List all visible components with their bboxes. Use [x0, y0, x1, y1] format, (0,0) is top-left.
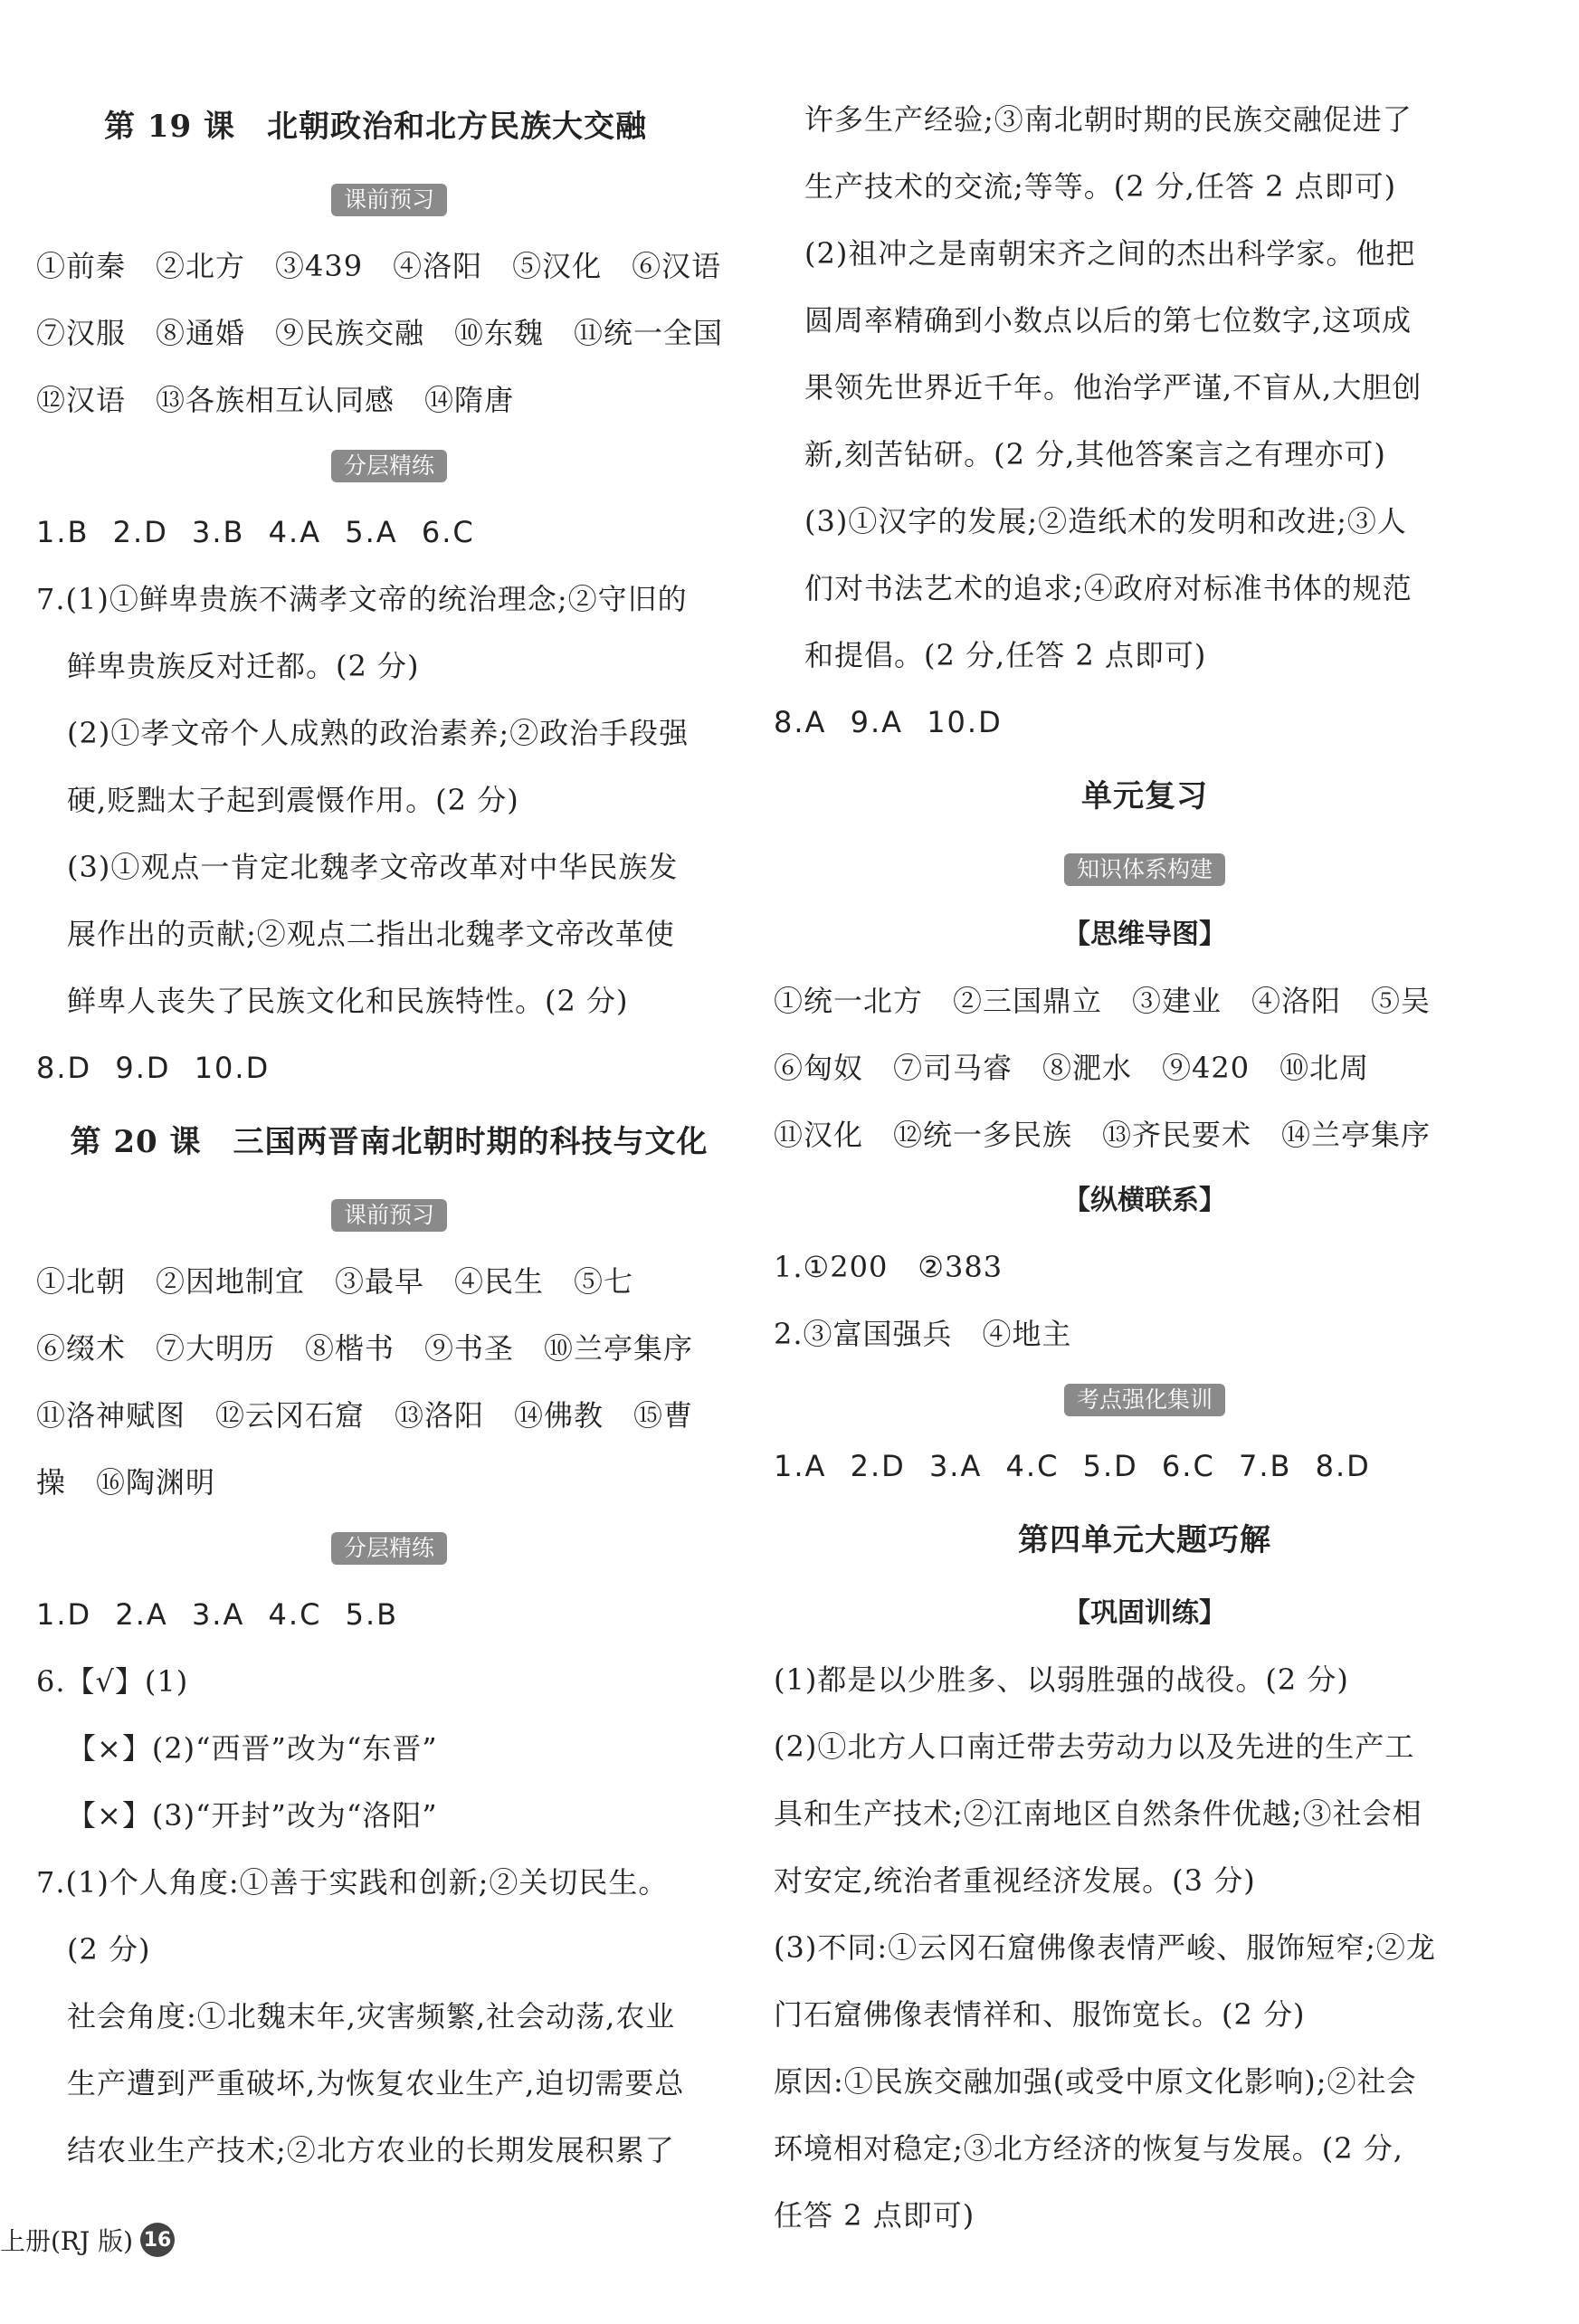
answer-line: 圆周率精确到小数点以后的第七位数字,这项成 [804, 303, 1413, 338]
answer-line: 2.③富国强兵 ④地主 [774, 1317, 1072, 1351]
answer-line: (2 分) [67, 1932, 151, 1967]
answer-line: ①北朝 ②因地制宜 ③最早 ④民生 ⑤七 [36, 1264, 634, 1299]
answer-line: 环境相对稳定;③北方经济的恢复与发展。(2 分, [774, 2131, 1403, 2166]
mindmap-title: 【思维导图】 [1063, 919, 1226, 950]
answer-line: 【×】(2)“西晋”改为“东晋” [67, 1731, 438, 1766]
lesson-20-title: 第 20 课 三国两晋南北朝时期的科技与文化 [70, 1124, 709, 1160]
section-badge-knowledge: 知识体系构建 [1064, 853, 1225, 886]
answer-line: 社会角度:①北魏末年,灾害频繁,社会动荡,农业 [67, 1999, 676, 2034]
answer-line: 【×】(3)“开封”改为“洛阳” [67, 1798, 438, 1833]
answer-line: 1.①200 ②383 [774, 1250, 1004, 1284]
badge-row [36, 1183, 742, 1248]
answer-line: 和提倡。(2 分,任答 2 点即可) [804, 638, 1207, 672]
answer-line: 硬,贬黜太子起到震慑作用。(2 分) [67, 783, 519, 817]
links-title: 【纵横联系】 [1063, 1185, 1226, 1216]
answer-line: 7.(1)个人角度:①善于实践和创新;②关切民生。 [36, 1865, 669, 1900]
choice-answers: 8.D 9.D 10.D [36, 1051, 271, 1085]
badge-row [36, 1516, 742, 1581]
answer-line: 对安定,统治者重视经济发展。(3 分) [774, 1863, 1256, 1898]
answer-line: (2)①孝文帝个人成熟的政治素养;②政治手段强 [67, 716, 690, 750]
badge-row [774, 1367, 1516, 1433]
section-badge-exam: 考点强化集训 [1064, 1384, 1225, 1416]
badge-row [36, 433, 742, 499]
page-number-badge: 16 [140, 2223, 175, 2257]
badge-row [774, 837, 1516, 902]
answer-line: (2)祖冲之是南朝宋齐之间的杰出科学家。他把 [804, 236, 1416, 271]
answer-line: 们对书法艺术的追求;④政府对标准书体的规范 [804, 571, 1413, 605]
footer-text: 上册(RJ 版) [0, 2226, 134, 2256]
unit-review-title: 单元复习 [1081, 778, 1208, 814]
answer-line: 7.(1)①鲜卑贵族不满孝文帝的统治理念;②守旧的 [36, 582, 688, 616]
answer-line: 原因:①民族交融加强(或受中原文化影响);②社会 [774, 2064, 1417, 2099]
choice-answers: 8.A 9.A 10.D [774, 705, 1003, 739]
answer-line: 结农业生产技术;②北方农业的长期发展积累了 [67, 2133, 675, 2167]
section-badge-preview: 课前预习 [331, 184, 447, 216]
answer-line: ⑦汉服 ⑧通婚 ⑨民族交融 ⑩东魏 ⑪统一全国 [36, 316, 724, 350]
answer-line: 鲜卑贵族反对迁都。(2 分) [67, 649, 420, 683]
consolidate-title: 【巩固训练】 [1063, 1597, 1226, 1629]
choice-answers: 1.B 2.D 3.B 4.A 5.A 6.C [36, 515, 475, 549]
answer-line: 操 ⑯陶渊明 [36, 1465, 216, 1500]
lesson-19-title: 第 19 课 北朝政治和北方民族大交融 [104, 109, 647, 145]
choice-answers: 1.D 2.A 3.A 4.C 5.B [36, 1597, 399, 1632]
answer-line: 许多生产经验;③南北朝时期的民族交融促进了 [804, 102, 1413, 137]
answer-line: ①前秦 ②北方 ③439 ④洛阳 ⑤汉化 ⑥汉语 [36, 249, 722, 283]
choice-answers: 1.A 2.D 3.A 4.C 5.D 6.C 7.B 8.D [774, 1449, 1371, 1483]
page-footer [0, 2217, 175, 2262]
answer-line: 生产遭到严重破坏,为恢复农业生产,迫切需要总 [67, 2066, 685, 2100]
answer-line: 具和生产技术;②江南地区自然条件优越;③社会相 [774, 1796, 1422, 1831]
left-column [36, 86, 742, 2184]
answer-line: ⑪洛神赋图 ⑫云冈石窟 ⑬洛阳 ⑭佛教 ⑮曹 [36, 1398, 694, 1433]
section-badge-practice: 分层精练 [331, 450, 447, 482]
unit4-title: 第四单元大题巧解 [1018, 1522, 1271, 1558]
answer-line: (1)都是以少胜多、以弱胜强的战役。(2 分) [774, 1662, 1349, 1697]
answer-line: 任答 2 点即可) [774, 2198, 975, 2233]
section-badge-preview: 课前预习 [331, 1199, 447, 1232]
answer-line: (3)①汉字的发展;②造纸术的发明和改进;③人 [804, 504, 1407, 538]
answer-line: 6.【√】(1) [36, 1664, 189, 1699]
right-column [774, 86, 1516, 2249]
answer-line: 展作出的贡献;②观点二指出北魏孝文帝改革使 [67, 917, 675, 951]
answer-line: (3)①观点一肯定北魏孝文帝改革对中华民族发 [67, 850, 679, 884]
answer-line: 鲜卑人丧失了民族文化和民族特性。(2 分) [67, 984, 629, 1018]
answer-line: ⑥匈奴 ⑦司马睿 ⑧淝水 ⑨420 ⑩北周 [774, 1051, 1370, 1085]
answer-line: ⑪汉化 ⑫统一多民族 ⑬齐民要术 ⑭兰亭集序 [774, 1118, 1432, 1152]
answer-line: 新,刻苦钻研。(2 分,其他答案言之有理亦可) [804, 437, 1386, 471]
answer-line: (2)①北方人口南迁带去劳动力以及先进的生产工 [774, 1729, 1415, 1764]
answer-line: 果领先世界近千年。他治学严谨,不盲从,大胆创 [804, 370, 1422, 405]
answer-line: 门石窟佛像表情祥和、服饰宽长。(2 分) [774, 1997, 1306, 2032]
section-badge-practice: 分层精练 [331, 1532, 447, 1565]
answer-line: ⑫汉语 ⑬各族相互认同感 ⑭隋唐 [36, 383, 515, 417]
answer-line: (3)不同:①云冈石窟佛像表情严峻、服饰短窄;②龙 [774, 1930, 1436, 1965]
answer-line: 生产技术的交流;等等。(2 分,任答 2 点即可) [804, 169, 1397, 204]
badge-row [36, 167, 742, 233]
answer-line: ①统一北方 ②三国鼎立 ③建业 ④洛阳 ⑤吴 [774, 984, 1432, 1018]
answer-line: ⑥缀术 ⑦大明历 ⑧楷书 ⑨书圣 ⑩兰亭集序 [36, 1331, 694, 1366]
